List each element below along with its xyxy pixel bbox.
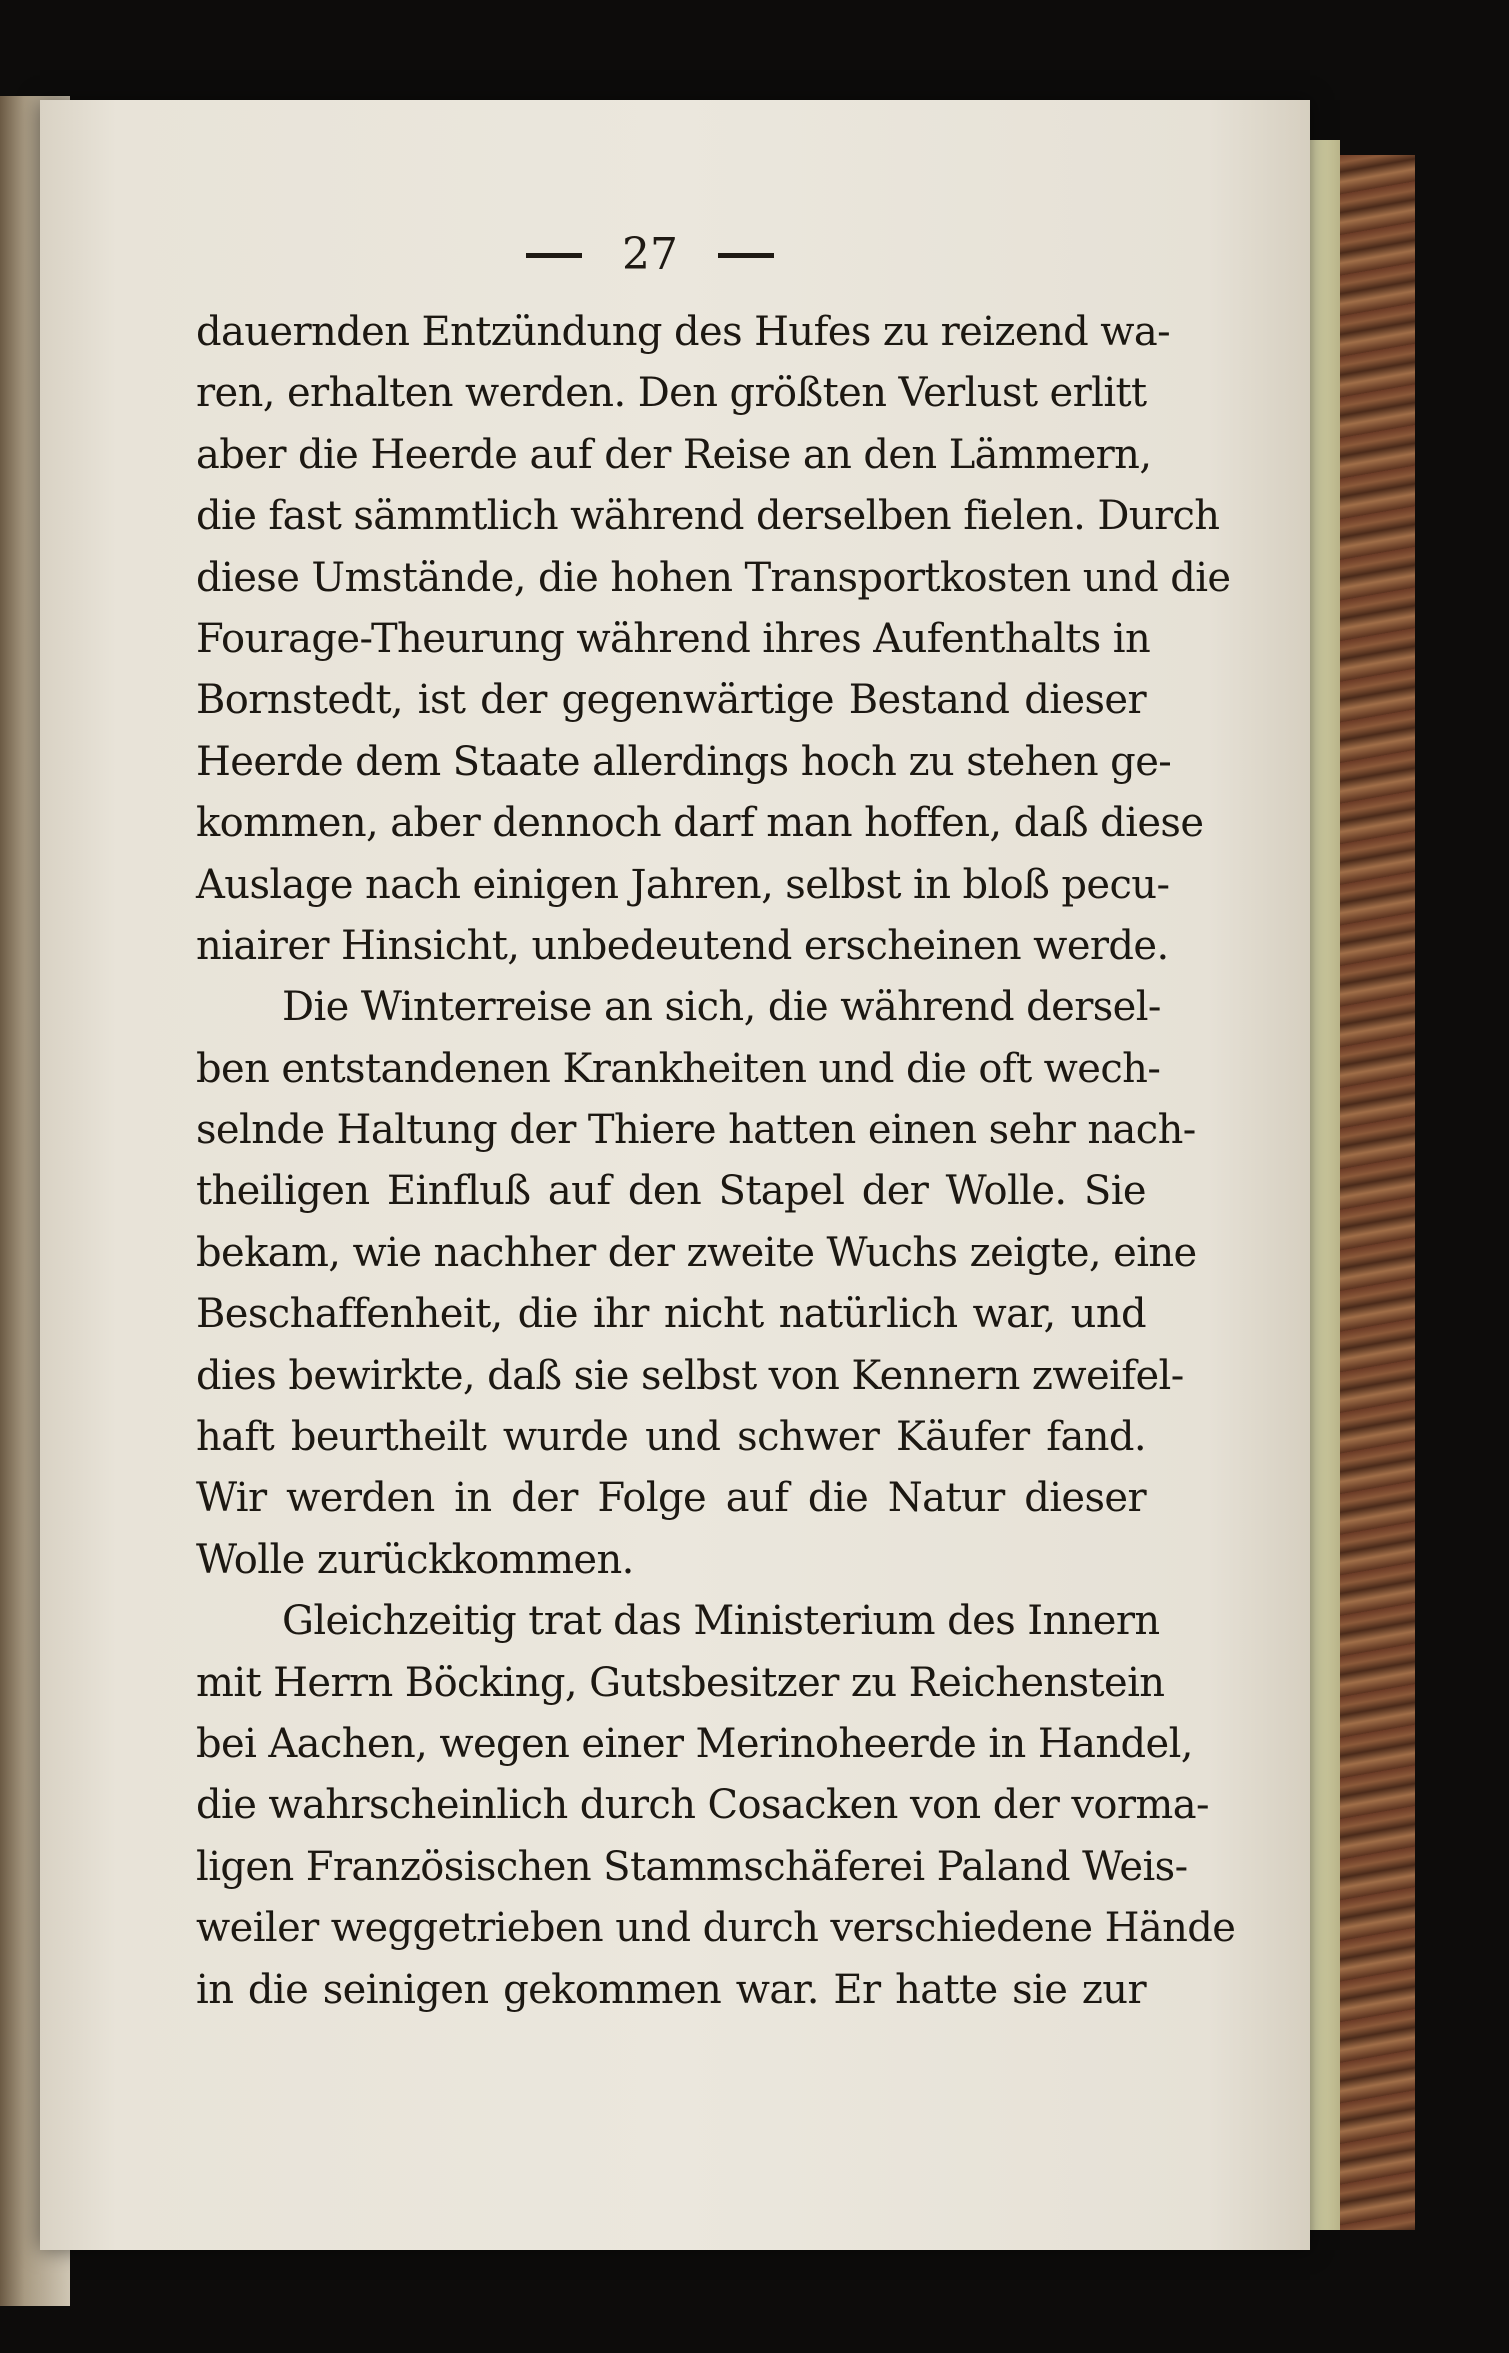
text-line: Beschaffenheit, die ihr nicht natürlich war, und: [196, 1291, 1146, 1338]
book-cover-edge: [1330, 155, 1415, 2230]
text-line: Auslage nach einigen Jahren, selbst in bloß pecu-: [196, 861, 1170, 908]
text-line: weiler weggetrieben und durch verschiedene Hände: [196, 1905, 1236, 1952]
text-line: die wahrscheinlich durch Cosacken von der vorma-: [196, 1782, 1209, 1829]
text-line: Wir werden in der Folge auf die Natur dieser: [196, 1475, 1146, 1522]
text-line: Heerde dem Staate allerdings hoch zu stehen ge-: [196, 738, 1172, 785]
text-line: kommen, aber dennoch darf man hoffen, daß diese: [196, 800, 1204, 847]
text-line: bekam, wie nachher der zweite Wuchs zeigte, eine: [196, 1229, 1197, 1276]
text-line: theiligen Einfluß auf den Stapel der Wolle. Sie: [196, 1168, 1146, 1215]
left-dash: [526, 253, 582, 258]
text-line: Die Winterreise an sich, die während dersel-: [282, 984, 1161, 1031]
body-text: [196, 302, 1236, 2021]
text-line: Gleichzeitig trat das Ministerium des Innern: [282, 1598, 1160, 1645]
text-line: dauernden Entzündung des Hufes zu reizend wa-: [196, 309, 1171, 355]
right-dash: [718, 253, 774, 258]
text-line: aber die Heerde auf der Reise an den Lämmern,: [196, 431, 1152, 478]
text-line: bei Aachen, wegen einer Merinoheerde in Handel,: [196, 1720, 1193, 1767]
page-number: 27: [622, 229, 678, 280]
text-line: Bornstedt, ist der gegenwärtige Bestand dieser: [196, 677, 1146, 724]
text-line: niairer Hinsicht, unbedeutend erscheinen werde.: [196, 922, 1169, 969]
text-line: ben entstandenen Krankheiten und die oft wech-: [196, 1045, 1161, 1092]
text-line: dies bewirkte, daß sie selbst von Kennern zweifel-: [196, 1352, 1184, 1399]
text-line: in die seinigen gekommen war. Er hatte sie zur: [196, 1966, 1146, 2013]
text-line: ren, erhalten werden. Den größten Verlust erlitt: [196, 370, 1147, 417]
text-line: die fast sämmtlich während derselben fielen. Durch: [196, 493, 1220, 540]
text-line: Fourage-Theurung während ihres Aufenthalts in: [196, 615, 1151, 662]
text-line: diese Umstände, die hohen Transportkosten und die: [196, 554, 1231, 601]
text-line: selnde Haltung der Thiere hatten einen sehr nach-: [196, 1107, 1196, 1154]
text-line: mit Herrn Böcking, Gutsbesitzer zu Reichenstein: [196, 1659, 1165, 1706]
text-line: haft beurtheilt wurde und schwer Käufer fand.: [196, 1414, 1146, 1461]
text-line: Wolle zurückkommen.: [196, 1536, 634, 1583]
page-header: [490, 225, 810, 285]
text-line: ligen Französischen Stammschäferei Paland Weis-: [196, 1843, 1188, 1890]
